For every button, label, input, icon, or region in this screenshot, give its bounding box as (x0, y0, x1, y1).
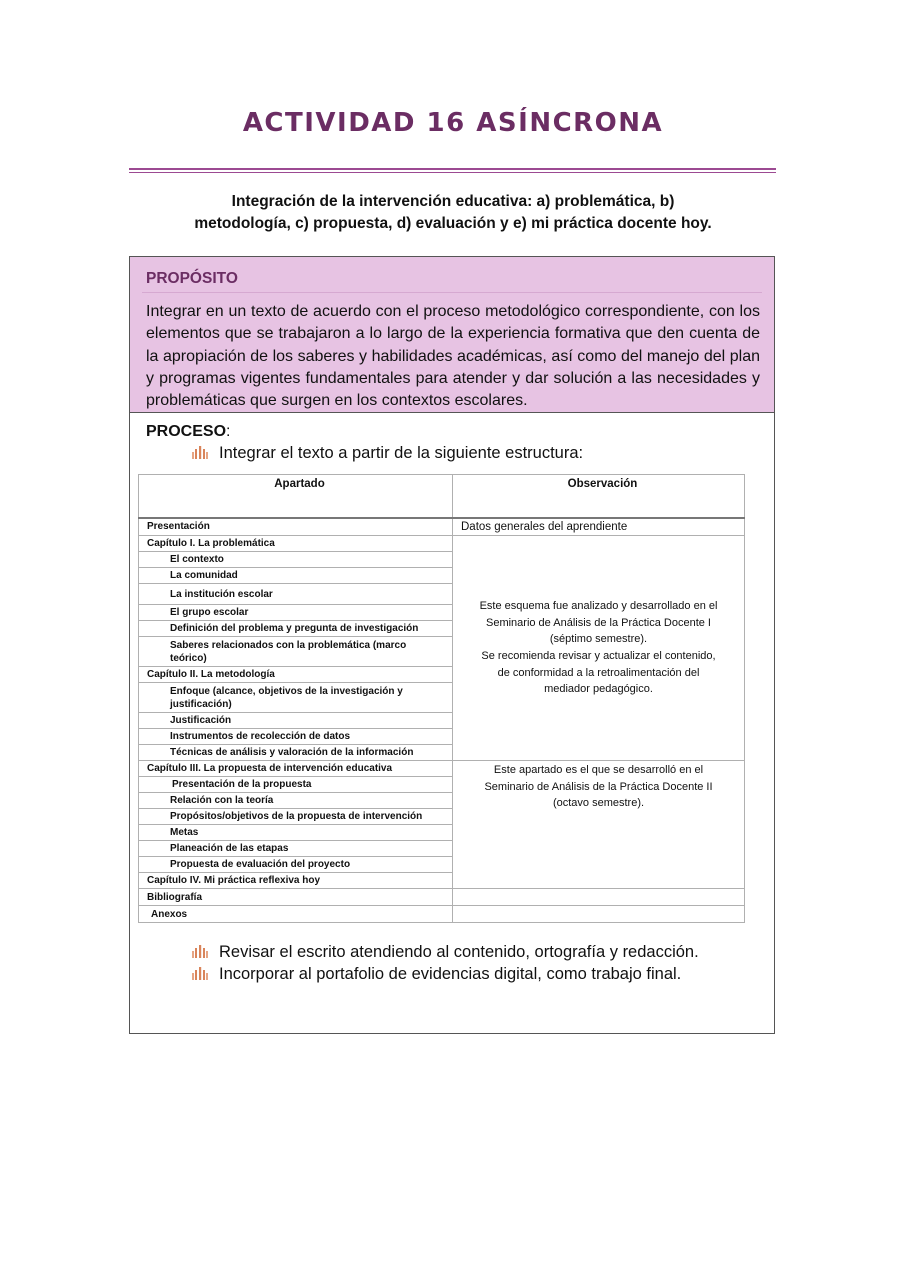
purpose-divider (142, 292, 762, 293)
observation-line: Se recomienda revisar y actualizar el contenido, (481, 650, 716, 662)
purpose-heading: PROPÓSITO (146, 270, 238, 287)
table-row-label: Relación con la teoría (139, 793, 453, 809)
process-heading (146, 423, 230, 441)
observation-line: Seminario de Análisis de la Práctica Docente II (484, 780, 713, 793)
table-row-label: Presentación (139, 518, 453, 536)
table-row-label: La comunidad (139, 568, 453, 584)
table-row-label: Planeación de las etapas (139, 841, 453, 857)
table-row-label: El contexto (139, 552, 453, 568)
table-row-label: Metas (139, 825, 453, 841)
table-row-label: Saberes relacionados con la problemática (marco teórico) (139, 637, 453, 667)
observation-line: (séptimo semestre). (549, 633, 648, 646)
observation-line: de conformidad a la retroalimentación del (497, 666, 700, 679)
title-rule-thin (129, 172, 776, 173)
table-row-label: Capítulo I. La problemática (139, 536, 453, 552)
table-row-label: Propuesta de evaluación del proyecto (139, 857, 453, 873)
observation-line: mediador pedagógico. (544, 683, 653, 696)
hands-icon (192, 967, 208, 981)
title-rule (129, 168, 776, 170)
table-row-label: Definición del problema y pregunta de investigación (139, 621, 453, 637)
bullet-text: Revisar el escrito atendiendo al contenido, ortografía y redacción. (219, 943, 699, 961)
table-row-label: Presentación de la propuesta (139, 777, 453, 793)
table-row-label: Propósitos/objetivos de la propuesta de intervención (139, 809, 453, 825)
subtitle-line-1: Integración de la intervención educativa: a) problemática, b) (231, 193, 675, 210)
purpose-section (130, 257, 774, 413)
page-title: ACTIVIDAD 16 ASÍNCRONA (242, 108, 664, 138)
table-row-label: Técnicas de análisis y valoración de la información (139, 745, 453, 761)
observation-cell (453, 761, 745, 889)
observation-line: Este esquema fue analizado y desarrollado en el (479, 600, 718, 613)
table-row-label: El grupo escolar (139, 605, 453, 621)
structure-table (138, 474, 745, 923)
table-row-label: Capítulo II. La metodología (139, 667, 453, 683)
column-header-observacion: Observación (453, 475, 745, 518)
table-row-label: La institución escolar (139, 584, 453, 605)
table-row-label: Instrumentos de recolección de datos (139, 729, 453, 745)
column-header-apartado: Apartado (139, 475, 453, 518)
purpose-text: Integrar en un texto de acuerdo con el proceso metodológico correspondiente, con los elementos que se trabajaron a lo largo de la experiencia formativa que den cuenta de la apropiación de los saberes y habilidades académicas, así como del manejo del plan y programas vigentes fundamentales para atender y dar solución a las necesidades y problemáticas que surgen en los contextos escolares. (146, 303, 760, 410)
table-row-label: Bibliografía (139, 889, 453, 906)
observation-line: Seminario de Análisis de la Práctica Docente I (485, 616, 711, 629)
observation-cell-empty (453, 906, 745, 923)
observation-line: (octavo semestre). (552, 797, 645, 810)
observation-cell (453, 536, 745, 761)
table-row-label: Anexos (139, 906, 453, 923)
process-heading-colon: : (226, 423, 231, 440)
hands-icon (192, 446, 208, 460)
table-row-label: Enfoque (alcance, objetivos de la investigación y justificación) (139, 683, 453, 713)
activity-box (129, 256, 775, 1034)
process-heading-label: PROCESO (146, 423, 227, 440)
subtitle-line-2: metodología, c) propuesta, d) evaluación y e) mi práctica docente hoy. (194, 215, 712, 232)
observation-cell: Datos generales del aprendiente (453, 518, 745, 536)
bullet-text: Incorporar al portafolio de evidencias digital, como trabajo final. (219, 965, 682, 983)
table-row-label: Justificación (139, 713, 453, 729)
table-row-label: Capítulo IV. Mi práctica reflexiva hoy (139, 873, 453, 889)
subtitle (150, 191, 756, 235)
hands-icon (192, 945, 208, 959)
observation-cell-empty (453, 889, 745, 906)
table-row-label: Capítulo III. La propuesta de intervención educativa (139, 761, 453, 777)
observation-line: Este apartado es el que se desarrolló en el (493, 764, 704, 776)
bullet-text: Integrar el texto a partir de la siguiente estructura: (219, 444, 584, 462)
